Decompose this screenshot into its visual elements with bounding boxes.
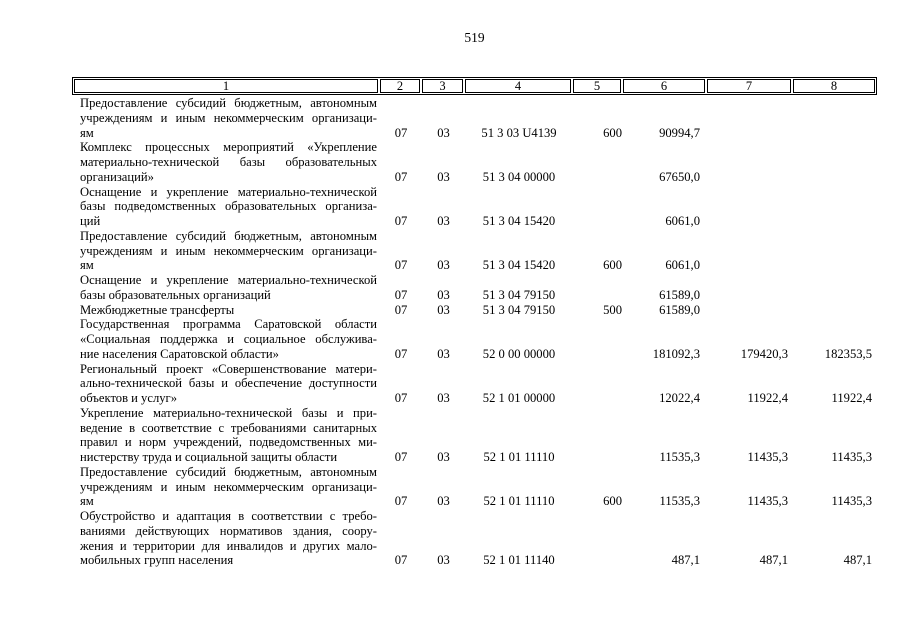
subsection-code-cell: 03 <box>437 258 450 273</box>
amount-year1-cell: 61589,0 <box>659 302 700 317</box>
page-number: 519 <box>464 30 485 45</box>
column-header-6: 6 <box>623 79 705 93</box>
amount-year3-cell: 182353,5 <box>824 346 872 361</box>
row-name-cell: Обустройство и адаптация в соответствии с требо- ваниями действующих нормативов здания, соору- жения и территории для инвалидов и других мало- мобильных групп населения <box>80 509 377 568</box>
table-header-row <box>72 77 877 95</box>
row-name-cell: Оснащение и укрепление материально-технической базы подведомственных образовательных организа- ций <box>80 184 377 228</box>
section-code-cell: 07 <box>394 553 408 568</box>
subsection-code-cell: 03 <box>437 125 450 140</box>
subsection-code-cell: 03 <box>437 391 450 405</box>
amount-year2-cell: 11922,4 <box>747 391 788 405</box>
amount-year2-cell: 11435,3 <box>747 494 788 509</box>
table-row <box>72 140 877 184</box>
section-code-cell: 07 <box>394 494 408 509</box>
row-name-cell: Региональный проект «Совершенствование матери- ально-технической базы и обеспечение доступности объектов и услуг» <box>80 361 377 405</box>
target-article-code-cell: 51 3 04 15420 <box>482 258 556 273</box>
budget-table <box>72 77 877 568</box>
target-article-code-cell: 51 3 04 79150 <box>482 302 556 317</box>
amount-year1-cell: 11535,3 <box>659 494 700 509</box>
subsection-code-cell: 03 <box>437 214 450 228</box>
subsection-code-cell: 03 <box>437 553 450 568</box>
amount-year1-cell: 90994,7 <box>659 125 700 140</box>
table-row <box>72 509 877 568</box>
table-row <box>72 303 877 318</box>
target-article-code-cell: 51 3 04 79150 <box>482 287 556 302</box>
amount-year3-cell: 11922,4 <box>831 391 872 405</box>
row-name-cell: Межбюджетные трансферты <box>80 302 235 317</box>
table-row <box>72 229 877 273</box>
section-code-cell: 07 <box>394 391 408 405</box>
amount-year2-cell: 179420,3 <box>740 346 788 361</box>
table-row <box>72 317 877 361</box>
section-code-cell: 07 <box>394 125 408 140</box>
subsection-code-cell: 03 <box>437 169 450 184</box>
section-code-cell: 07 <box>394 346 408 361</box>
target-article-code-cell: 52 1 01 11110 <box>483 450 555 464</box>
column-header-3: 3 <box>422 79 463 93</box>
amount-year1-cell: 6061,0 <box>665 214 700 228</box>
subsection-code-cell: 03 <box>437 346 450 361</box>
amount-year1-cell: 181092,3 <box>652 346 700 361</box>
table-row <box>72 185 877 229</box>
row-name-cell: Оснащение и укрепление материально-технической базы образовательных организаций <box>80 273 377 302</box>
target-article-code-cell: 51 3 03 U4139 <box>481 125 557 140</box>
target-article-code-cell: 51 3 04 15420 <box>482 214 556 228</box>
amount-year1-cell: 67650,0 <box>659 169 700 184</box>
row-name-cell: Комплекс процессных мероприятий «Укрепление материально-технической базы образовательных организаций» <box>80 140 377 184</box>
section-code-cell: 07 <box>394 214 408 228</box>
column-header-7: 7 <box>707 79 791 93</box>
target-article-code-cell: 52 0 00 00000 <box>482 346 556 361</box>
amount-year3-cell: 11435,3 <box>831 494 872 509</box>
target-article-code-cell: 51 3 04 00000 <box>482 169 556 184</box>
expense-type-code-cell: 600 <box>603 494 622 509</box>
row-name-cell: Государственная программа Саратовской области «Социальная поддержка и социальное обслужива- ние населения Саратовской области» <box>80 317 377 361</box>
column-header-2: 2 <box>380 79 420 93</box>
column-header-1: 1 <box>74 79 378 93</box>
section-code-cell: 07 <box>394 258 408 273</box>
section-code-cell: 07 <box>394 302 408 317</box>
expense-type-code-cell: 600 <box>603 258 622 273</box>
expense-type-code-cell: 600 <box>603 125 622 140</box>
column-header-8: 8 <box>793 79 875 93</box>
amount-year1-cell: 6061,0 <box>665 258 700 273</box>
table-body <box>72 96 877 568</box>
target-article-code-cell: 52 1 01 11140 <box>483 553 555 568</box>
target-article-code-cell: 52 1 01 00000 <box>482 391 556 405</box>
column-header-5: 5 <box>573 79 621 93</box>
amount-year1-cell: 61589,0 <box>659 287 700 302</box>
column-header-4: 4 <box>465 79 571 93</box>
subsection-code-cell: 03 <box>437 494 450 509</box>
subsection-code-cell: 03 <box>437 302 450 317</box>
amount-year1-cell: 487,1 <box>671 553 700 568</box>
table-row <box>72 362 877 406</box>
section-code-cell: 07 <box>394 169 408 184</box>
amount-year3-cell: 11435,3 <box>831 450 872 464</box>
table-row <box>72 406 877 465</box>
section-code-cell: 07 <box>394 287 408 302</box>
table-row <box>72 96 877 140</box>
section-code-cell: 07 <box>394 450 408 464</box>
amount-year1-cell: 12022,4 <box>659 391 700 405</box>
table-row <box>72 273 877 303</box>
amount-year1-cell: 11535,3 <box>659 450 700 464</box>
row-name-cell: Предоставление субсидий бюджетным, автономным учреждениям и иным некоммерческим организаци- ям <box>80 96 377 140</box>
amount-year2-cell: 11435,3 <box>747 450 788 464</box>
subsection-code-cell: 03 <box>437 287 450 302</box>
row-name-cell: Укрепление материально-технической базы и при- ведение в соответствие с требованиями санитарных правил и норм учреждений, подведомственных ми- нистерству труда и социальной защиты области <box>80 405 377 464</box>
row-name-cell: Предоставление субсидий бюджетным, автономным учреждениям и иным некоммерческим организаци- ям <box>80 228 377 273</box>
expense-type-code-cell: 500 <box>603 302 622 317</box>
row-name-cell: Предоставление субсидий бюджетным, автономным учреждениям и иным некоммерческим организаци- ям <box>80 464 377 509</box>
amount-year3-cell: 487,1 <box>843 553 872 568</box>
amount-year2-cell: 487,1 <box>759 553 788 568</box>
target-article-code-cell: 52 1 01 11110 <box>483 494 555 509</box>
subsection-code-cell: 03 <box>437 450 450 464</box>
table-row <box>72 465 877 509</box>
